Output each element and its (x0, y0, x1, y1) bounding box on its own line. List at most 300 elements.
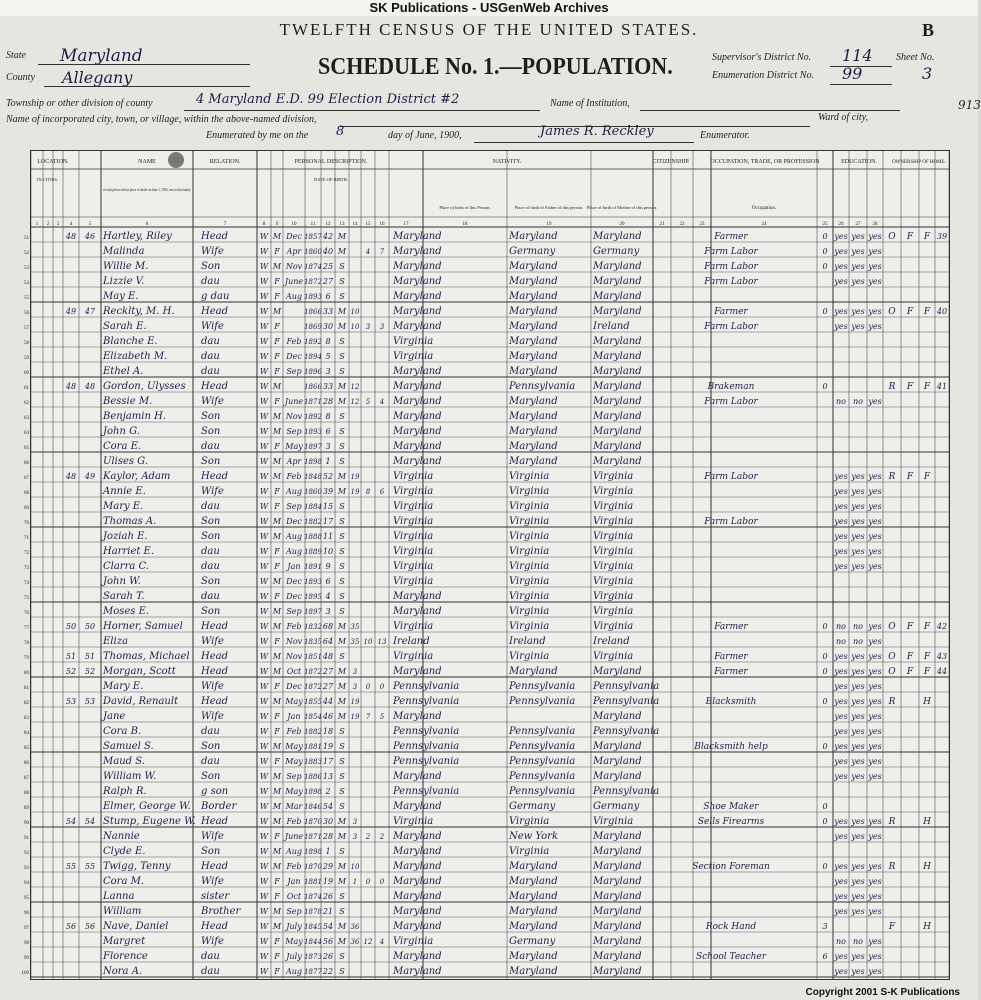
cell-relation: dau (201, 366, 220, 377)
cell-sex: M (272, 262, 282, 271)
place-person-heading: Place of birth of this Person. (439, 205, 491, 210)
cell-birth: Pennsylvania (393, 756, 460, 767)
cell-months-unemp: 0 (822, 742, 828, 751)
sheet-letter: B (921, 20, 934, 40)
state-label: State (6, 50, 26, 61)
cell-family: 52 (84, 667, 96, 676)
cell-father-birth: Maryland (509, 456, 558, 467)
cell-mother-birth: Maryland (593, 666, 642, 677)
cell-write: yes (851, 697, 865, 706)
cell-father-birth: Maryland (509, 336, 558, 347)
cell-relation: Wife (201, 396, 224, 407)
cell-mother-birth: Virginia (593, 606, 634, 617)
cell-birth: Pennsylvania (393, 681, 460, 692)
cell-occupation: Sells Firearms (697, 817, 765, 827)
cell-color: W (259, 292, 269, 301)
cell-months-unemp: 3 (822, 922, 828, 931)
cell-sched: 42 (936, 622, 948, 631)
cell-mother-birth: Virginia (593, 576, 634, 587)
cell-months-unemp: 0 (822, 247, 828, 256)
cell-read: yes (834, 772, 848, 781)
cell-birth: Virginia (393, 651, 434, 662)
cell-age: 27 (322, 667, 334, 676)
cell-age: 8 (325, 337, 331, 346)
cell-farm: F (923, 307, 931, 317)
cell-marital: S (339, 427, 345, 436)
cell-age: 18 (322, 727, 334, 736)
cell-father-birth: Virginia (509, 486, 550, 497)
column-group-heading: PERSONAL DESCRIPTION. (294, 159, 368, 165)
cell-yrs-married: 3 (352, 833, 358, 841)
cell-birth: Virginia (393, 351, 434, 362)
cell-father-birth: Virginia (509, 846, 550, 857)
cell-father-birth: Pennsylvania (509, 786, 576, 797)
cell-mother-birth: Maryland (593, 876, 642, 887)
cell-occupation: School Teacher (695, 952, 767, 962)
cell-write: yes (851, 232, 865, 241)
cell-name: Benjamin H. (103, 411, 166, 422)
cell-sched: 43 (936, 652, 948, 661)
cell-month: Dec (286, 232, 302, 241)
cell-name: David, Renault (103, 696, 179, 707)
cell-write: yes (851, 667, 865, 676)
cell-mother-of: 2 (365, 833, 371, 841)
cell-english: yes (868, 307, 882, 316)
enumerated-mid: day of June, 1900, (388, 130, 462, 141)
cell-relation: dau (201, 351, 220, 362)
cell-yrs-married: 1 (352, 878, 358, 886)
cell-relation: dau (201, 336, 220, 347)
cell-relation: Wife (201, 486, 224, 497)
cell-year: 1848 (304, 473, 322, 481)
cell-relation: dau (201, 276, 220, 287)
cell-occupation: Farmer (714, 307, 748, 317)
cell-year: 1872 (304, 278, 322, 286)
cell-living: 0 (379, 683, 385, 691)
cell-age: 68 (322, 622, 334, 631)
cell-color: W (259, 502, 269, 511)
cell-year: 1893 (304, 293, 322, 301)
cell-marital: M (337, 487, 347, 496)
cell-yrs-married: 35 (350, 623, 360, 631)
cell-age: 56 (322, 937, 334, 946)
cell-father-birth: Maryland (509, 891, 558, 902)
cell-father-birth: Virginia (509, 576, 550, 587)
cell-months-unemp: 0 (822, 862, 828, 871)
line-number: 55 (24, 296, 29, 301)
cell-birth: Maryland (393, 831, 442, 842)
cell-age: 11 (322, 532, 334, 541)
cell-english: yes (868, 832, 882, 841)
cell-occupation: Blacksmith (705, 697, 757, 707)
cell-name: Eliza (103, 636, 128, 647)
cell-age: 27 (322, 277, 334, 286)
cell-relation: Son (201, 576, 221, 587)
cell-month: Nov (285, 637, 303, 646)
cell-mother-birth: Maryland (593, 741, 642, 752)
cell-name: Gordon, Ulysses (103, 381, 186, 392)
cell-age: 33 (322, 382, 334, 391)
township-value: 4 Maryland E.D. 99 Election District #2 (196, 92, 460, 107)
name-column-desc: of each person whose place of abode on June 1, 1900, was in this family. (103, 187, 235, 192)
column-number: 13 (339, 222, 345, 227)
cell-year: 1881 (304, 743, 322, 751)
cell-yrs-married: 3 (352, 668, 358, 676)
cell-mother-birth: Germany (593, 801, 640, 812)
cell-sex: F (274, 442, 280, 451)
cell-father-birth: Pennsylvania (509, 741, 576, 752)
cell-living: 3 (379, 323, 385, 331)
cell-birth: Maryland (393, 411, 442, 422)
cell-color: W (259, 667, 269, 676)
cell-living: 2 (379, 833, 385, 841)
cell-read: yes (834, 697, 848, 706)
cell-mother-birth: Pennsylvania (593, 681, 660, 692)
cell-month: Sep (286, 367, 302, 376)
cell-mother-of: 5 (365, 398, 371, 406)
cell-color: W (259, 862, 269, 871)
cell-read: yes (834, 562, 848, 571)
cell-relation: Head (201, 306, 229, 317)
cell-name: William W. (103, 771, 157, 782)
cell-birth: Maryland (393, 846, 442, 857)
cell-father-birth: Maryland (509, 306, 558, 317)
cell-marital: M (337, 877, 347, 886)
cell-year: 1893 (304, 578, 322, 586)
cell-relation: Head (201, 696, 229, 707)
cell-marital: S (339, 277, 345, 286)
cell-mother-birth: Virginia (593, 561, 634, 572)
cell-marital: M (337, 397, 347, 406)
cell-write: yes (851, 907, 865, 916)
cell-name: Cora B. (103, 726, 142, 737)
cell-relation: Wife (201, 876, 224, 887)
cell-farm: F (923, 382, 931, 392)
cell-owned: R (888, 817, 896, 827)
cell-year: 1846 (304, 803, 322, 811)
cell-relation: Head (201, 471, 229, 482)
cell-name: Lizzie V. (103, 276, 145, 287)
cell-age: 52 (322, 472, 334, 481)
cell-months-unemp: 0 (822, 382, 828, 391)
cell-marital: M (337, 247, 347, 256)
cell-read: yes (834, 262, 848, 271)
cell-birth: Virginia (393, 471, 434, 482)
cell-year: 1832 (304, 623, 322, 631)
cell-family: 48 (84, 382, 96, 391)
cell-sex: F (274, 937, 280, 946)
cell-age: 30 (322, 322, 334, 331)
line-number: 81 (24, 686, 29, 691)
cell-year: 1874 (304, 893, 322, 901)
cell-sex: M (272, 802, 282, 811)
cell-english: yes (868, 937, 882, 946)
cell-read: yes (834, 532, 848, 541)
cell-marital: M (337, 322, 347, 331)
cell-month: June (284, 832, 304, 841)
cell-birth: Maryland (393, 396, 442, 407)
cell-sex: M (272, 532, 282, 541)
cell-year: 1866 (304, 308, 322, 316)
cell-free: F (906, 382, 914, 392)
cell-mother-birth: Maryland (593, 426, 642, 437)
cell-age: 9 (325, 562, 331, 571)
in-cities-heading: IN CITIES. (37, 177, 58, 182)
cell-sex: M (272, 787, 282, 796)
cell-age: 4 (325, 592, 331, 601)
line-number: 51 (24, 236, 29, 241)
cell-age: 54 (322, 922, 334, 931)
cell-year: 1835 (304, 638, 322, 646)
cell-birth: Maryland (393, 426, 442, 437)
cell-marital: S (339, 442, 345, 451)
cell-english: yes (868, 952, 882, 961)
cell-father-birth: Maryland (509, 261, 558, 272)
cell-read: yes (834, 232, 848, 241)
cell-age: 28 (322, 397, 334, 406)
cell-relation: Wife (201, 831, 224, 842)
cell-age: 25 (322, 262, 334, 271)
line-number: 96 (24, 911, 29, 916)
cell-sex: M (272, 607, 282, 616)
cell-mother-birth: Maryland (593, 906, 642, 917)
cell-relation: Son (201, 741, 221, 752)
cell-birth: Maryland (393, 666, 442, 677)
cell-english: yes (868, 742, 882, 751)
column-number: 22 (679, 222, 685, 227)
cell-english: yes (868, 247, 882, 256)
cell-sched: 40 (936, 307, 948, 316)
cell-sex: F (274, 352, 280, 361)
cell-mother-birth: Maryland (593, 456, 642, 467)
enumerated-day: 8 (336, 124, 345, 139)
side-number: 913 (958, 98, 981, 112)
cell-sex: M (272, 457, 282, 466)
cell-mother-birth: Maryland (593, 411, 642, 422)
cell-month: Aug (285, 487, 303, 496)
cell-color: W (259, 697, 269, 706)
cell-relation: g dau (201, 291, 230, 302)
cell-birth: Maryland (393, 861, 442, 872)
cell-sex: F (274, 682, 280, 691)
cell-color: W (259, 832, 269, 841)
cell-age: 54 (322, 802, 334, 811)
cell-color: W (259, 742, 269, 751)
cell-living: 6 (379, 488, 385, 496)
cell-birth: Maryland (393, 261, 442, 272)
cell-year: 1893 (304, 428, 322, 436)
copyright: Copyright 2001 S-K Publications (805, 987, 960, 998)
cell-mother-birth: Virginia (593, 531, 634, 542)
cell-mother-birth: Maryland (593, 891, 642, 902)
cell-sex: F (274, 832, 280, 841)
seal-icon (168, 152, 184, 168)
cell-color: W (259, 727, 269, 736)
cell-write: yes (851, 817, 865, 826)
cell-name: Lanna (103, 891, 135, 902)
cell-name: Horner, Samuel (103, 621, 183, 632)
cell-color: W (259, 427, 269, 436)
cell-relation: Head (201, 651, 229, 662)
cell-mother-birth: Virginia (593, 486, 634, 497)
line-number: 72 (24, 551, 29, 556)
cell-farm: H (923, 922, 931, 932)
cell-occupation: Section Foreman (692, 862, 770, 872)
column-number: 24 (761, 222, 767, 227)
supervisor-value: 114 (842, 46, 873, 65)
cell-read: yes (834, 817, 848, 826)
line-number: 79 (24, 656, 29, 661)
cell-marital: S (339, 352, 345, 361)
cell-months-unemp: 0 (822, 232, 828, 241)
cell-age: 64 (322, 637, 334, 646)
column-number: 3 (56, 222, 60, 227)
line-number: 94 (24, 881, 29, 886)
cell-farm: H (923, 697, 931, 707)
line-number: 93 (24, 866, 29, 871)
cell-occupation: Farmer (714, 667, 748, 677)
cell-month: June (284, 277, 304, 286)
state-value: Maryland (60, 46, 143, 66)
cell-english: yes (868, 967, 882, 976)
cell-write: yes (851, 757, 865, 766)
cell-name: Margret (103, 936, 146, 947)
cell-sex: F (274, 277, 280, 286)
cell-relation: dau (201, 591, 220, 602)
column-number: 9 (275, 222, 279, 227)
line-number: 68 (24, 491, 29, 496)
cell-sex: M (272, 862, 282, 871)
column-number: 8 (262, 222, 266, 227)
cell-color: W (259, 307, 269, 316)
cell-month: Sep (286, 772, 302, 781)
cell-marital: M (337, 382, 347, 391)
cell-year: 1845 (304, 923, 322, 931)
cell-dwelling: 48 (65, 382, 77, 391)
cell-month: Nov (285, 652, 303, 661)
column-group-heading: RELATION. (209, 159, 241, 165)
cell-age: 22 (322, 967, 334, 976)
cell-english: yes (868, 322, 882, 331)
cell-age: 26 (322, 952, 334, 961)
cell-month: Oct (286, 892, 302, 901)
cell-living: 13 (377, 638, 387, 646)
cell-occupation: Rock Hand (705, 922, 757, 932)
cell-mother-birth: Maryland (593, 381, 642, 392)
cell-read: yes (834, 967, 848, 976)
cell-mother-birth: Pennsylvania (593, 696, 660, 707)
cell-name: Kaylor, Adam (103, 471, 171, 482)
cell-month: Dec (286, 682, 302, 691)
cell-family: 54 (84, 817, 96, 826)
column-group-heading: EDUCATION. (841, 159, 877, 165)
cell-color: W (259, 382, 269, 391)
cell-months-unemp: 0 (822, 817, 828, 826)
cell-color: W (259, 352, 269, 361)
cell-mother-birth: Virginia (593, 516, 634, 527)
line-number: 89 (24, 806, 29, 811)
cell-marital: S (339, 592, 345, 601)
cell-color: W (259, 247, 269, 256)
cell-english: yes (868, 817, 882, 826)
cell-birth: Ireland (393, 636, 430, 647)
cell-year: 1886 (304, 773, 322, 781)
cell-birth: Maryland (393, 891, 442, 902)
cell-living: 5 (379, 713, 385, 721)
cell-english: yes (868, 397, 882, 406)
cell-color: W (259, 517, 269, 526)
cell-month: Sep (286, 427, 302, 436)
cell-marital: M (337, 637, 347, 646)
line-number: 83 (24, 716, 29, 721)
cell-occupation: Farm Labor (704, 517, 758, 527)
cell-name: Recklty, M. H. (103, 306, 175, 317)
place-mother-heading: Place of birth of Mother of this person. (586, 205, 658, 210)
cell-sex: M (272, 517, 282, 526)
cell-name: Willie M. (103, 261, 149, 272)
cell-dwelling: 52 (65, 667, 77, 676)
cell-free: F (906, 472, 914, 482)
cell-marital: S (339, 502, 345, 511)
cell-marital: S (339, 802, 345, 811)
cell-father-birth: Germany (509, 801, 556, 812)
cell-month: Jan (287, 877, 301, 886)
cell-english: yes (868, 682, 882, 691)
cell-month: Aug (285, 847, 303, 856)
cell-age: 33 (322, 307, 334, 316)
cell-father-birth: Pennsylvania (509, 681, 576, 692)
cell-mother-birth: Virginia (593, 546, 634, 557)
cell-father-birth: Maryland (509, 321, 558, 332)
cell-mother-of: 3 (365, 323, 371, 331)
cell-mother-birth: Maryland (593, 231, 642, 242)
cell-write: yes (851, 532, 865, 541)
cell-father-birth: Pennsylvania (509, 726, 576, 737)
cell-birth: Virginia (393, 576, 434, 587)
cell-read: yes (834, 862, 848, 871)
cell-father-birth: Virginia (509, 561, 550, 572)
cell-mother-birth: Maryland (593, 366, 642, 377)
cell-marital: S (339, 262, 345, 271)
cell-write: yes (851, 487, 865, 496)
cell-write: yes (851, 967, 865, 976)
cell-month: Apr (286, 247, 302, 256)
cell-marital: M (337, 862, 347, 871)
cell-birth: Virginia (393, 816, 434, 827)
cell-english: yes (868, 907, 882, 916)
cell-color: W (259, 532, 269, 541)
cell-dwelling: 48 (65, 232, 77, 241)
cell-family: 53 (84, 697, 96, 706)
cell-name: Elizabeth M. (103, 351, 168, 362)
cell-month: Dec (286, 352, 302, 361)
cell-month: Jan (287, 562, 301, 571)
line-number: 56 (24, 311, 29, 316)
cell-marital: S (339, 562, 345, 571)
cell-father-birth: Virginia (509, 546, 550, 557)
line-number: 57 (24, 326, 29, 331)
cell-owned: R (888, 862, 896, 872)
column-number: 2 (46, 222, 50, 227)
cell-birth: Maryland (393, 456, 442, 467)
cell-year: 1854 (304, 713, 322, 721)
cell-mother-of: 12 (363, 938, 373, 946)
cell-age: 3 (325, 367, 331, 376)
cell-color: W (259, 397, 269, 406)
cell-marital: S (339, 847, 345, 856)
cell-year: 1888 (304, 533, 322, 541)
line-number: 84 (24, 731, 29, 736)
